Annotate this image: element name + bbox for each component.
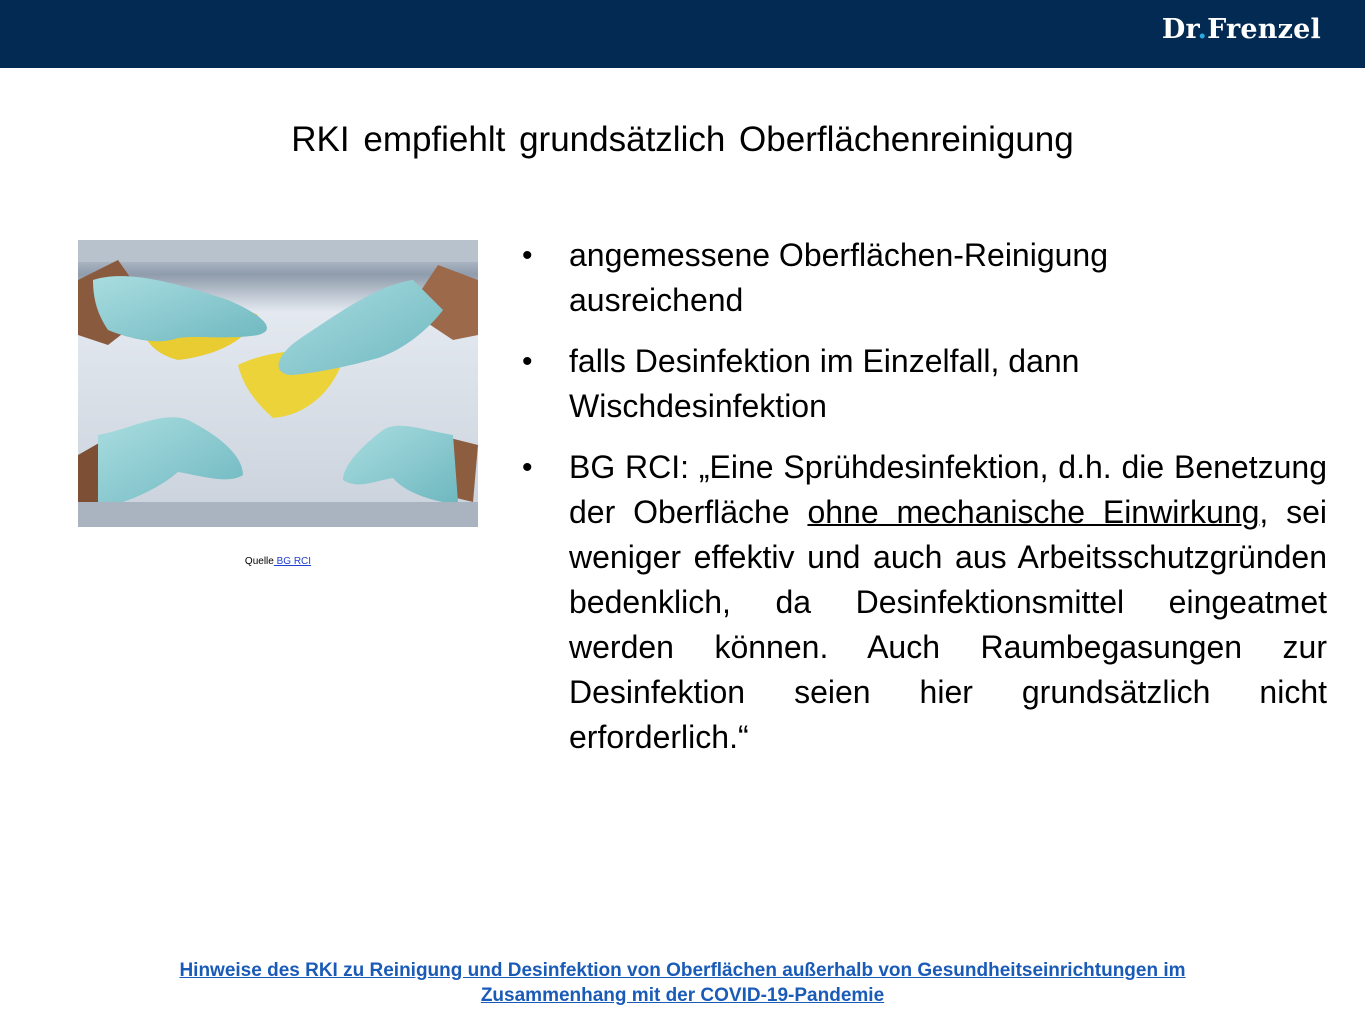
company-logo: Dr.Frenzel xyxy=(1161,14,1321,45)
cleaning-gloves-photo xyxy=(78,240,478,527)
header-bar xyxy=(0,0,1365,68)
image-caption xyxy=(78,556,478,567)
slide-title: RKI empfiehlt grundsätzlich Oberflächenreinigung xyxy=(291,120,1074,159)
underlined-phrase: ohne mechanische Einwirkung xyxy=(807,494,1260,530)
caption-source-link[interactable]: BG RCI xyxy=(273,556,312,567)
bullet-list xyxy=(520,233,1327,776)
bullet-text-quote: BG RCI: „Eine Sprühdesinfektion, d.h. die Benetzung der Oberfläche ohne mechanische Einwirkung, sei weniger effektiv und auch aus Arbeitsschutzgründen bedenklich, da Desinfektionsmittel eingeatmet werden können. Auch Raumbegasungen zur Desinfektion seien hier grundsätzlich nicht erforderlich.“ xyxy=(569,449,1328,755)
rki-guidance-link[interactable]: Hinweise des RKI zu Reinigung und Desinfektion von Oberflächen außerhalb von Gesundheitseinrichtungen im Zusammenhang mit der COVID-19-Pandemie xyxy=(179,960,1186,1006)
bullet-text: angemessene Oberflächen-Reinigung ausreichend xyxy=(569,237,1109,318)
bullet-item xyxy=(520,233,1327,323)
bullet-item xyxy=(520,339,1327,429)
bullet-text: falls Desinfektion im Einzelfall, dann Wischdesinfektion xyxy=(569,343,1080,424)
bullet-item xyxy=(520,445,1327,760)
footer-link xyxy=(80,958,1285,1008)
logo-dot: . xyxy=(1197,14,1208,45)
bullet-marker: • xyxy=(522,239,533,272)
bullet-marker: • xyxy=(522,451,533,484)
caption-prefix: Quelle xyxy=(244,556,274,567)
bullet-marker: • xyxy=(522,345,533,378)
